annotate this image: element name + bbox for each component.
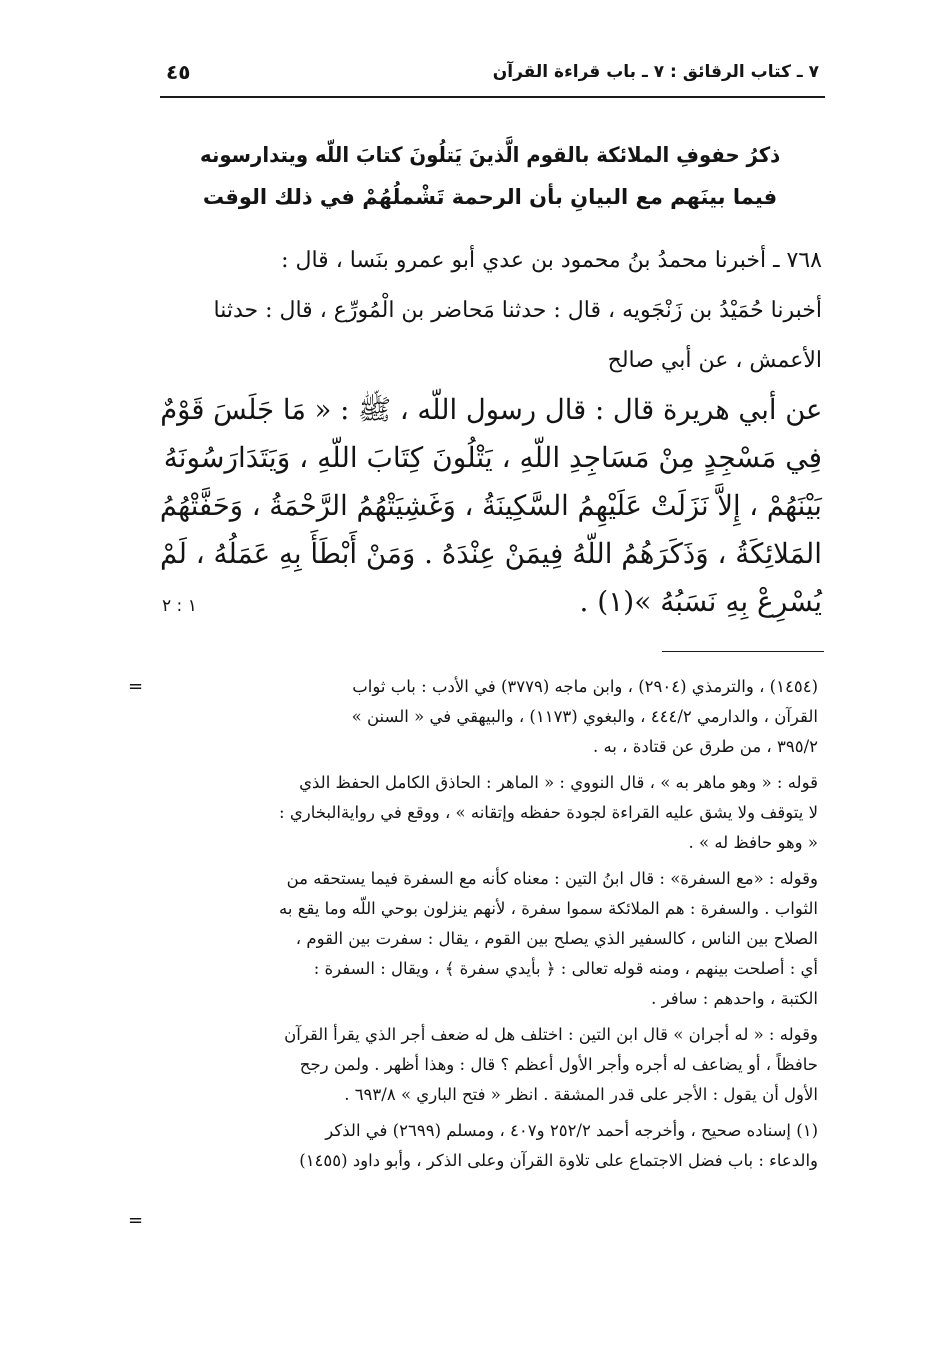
continuation-mark: =: [128, 676, 144, 697]
footnote-line: الأول أن يقول : الأجر على قدر المشقة . انظر « فتح الباري » ٦٩٣/٨ .: [344, 1085, 818, 1104]
continuation-mark-end: =: [128, 1210, 144, 1231]
isnad-line: أخبرنا حُمَيْدُ بن زَنْجَويه ، قال : حدثنا مَحاضر بن الْمُورِّع ، قال : حدثنا: [213, 298, 822, 323]
margin-reference: ١ : ٢: [162, 596, 197, 616]
footnote-line: أي : أصلحت بينهم ، ومنه قوله تعالى : ﴿ بأيدي سفرة ﴾ ، ويقال : السفرة :: [313, 959, 818, 978]
footnote-paragraph: [168, 864, 818, 1014]
footnote-line: (١) إسناده صحيح ، وأخرجه أحمد ٢٥٢/٢ و٤٠٧ ، ومسلم (٢٦٩٩) في الذكر: [325, 1121, 818, 1140]
footnote-line: حافظاً ، أو يضاعف له أجره وأجر الأول أعظم ؟ قال : وهذا أظهر . ولمن رجح: [299, 1055, 818, 1074]
running-title: ٧ ـ كتاب الرقائق : ٧ ـ باب قراءة القرآن: [492, 62, 819, 82]
footnotes: [168, 672, 818, 1182]
footnote-line: وقوله : « له أجران » قال ابن التين : اختلف هل له ضعف أجر الذي يقرأ القرآن: [284, 1025, 818, 1044]
footnote-paragraph: [168, 672, 818, 762]
hadith-line: المَلائِكَةُ ، وَذَكَرَهُمُ اللّهُ فِيمَنْ عِنْدَهُ . وَمَنْ أَبْطَأَ بِهِ عَمَلُهُ ، لَمْ: [160, 537, 822, 570]
hadith-isnad: [160, 236, 822, 386]
footnote-line: قوله : « وهو ماهر به » ، قال النووي : « الماهر : الحاذق الكامل الحفظ الذي: [299, 773, 818, 792]
footnote-line: ٣٩٥/٢ ، من طرق عن قتادة ، به .: [592, 737, 818, 756]
footnote-line: « وهو حافظ له » .: [688, 833, 818, 852]
footnote-line: لا يتوقف ولا يشق عليه القراءة لجودة حفظه وإتقانه » ، ووقع في روايةالبخاري :: [279, 803, 818, 822]
footnote-line: الثواب . والسفرة : هم الملائكة سموا سفرة ، لأنهم ينزلون بوحي اللّه وما يقع به: [279, 899, 818, 918]
footnote-paragraph: [168, 768, 818, 858]
page-number: ٤٥: [166, 60, 191, 84]
footnote-line: (١٤٥٤) ، والترمذي (٢٩٠٤) ، وابن ماجه (٣٧٧٩) في الأدب : باب ثواب: [352, 677, 818, 696]
footnote-line: القرآن ، والدارمي ٤٤٤/٢ ، والبغوي (١١٧٣) ، والبيهقي في « السنن »: [351, 707, 818, 726]
footnote-line: والدعاء : باب فضل الاجتماع على تلاوة القرآن وعلى الذكر ، وأبو داود (١٤٥٥): [299, 1151, 818, 1170]
footnote-paragraph: [168, 1020, 818, 1110]
chapter-heading: [200, 134, 780, 218]
hadith-line: عن أبي هريرة قال : قال رسول اللّه ، ﷺ : « مَا جَلَسَ قَوْمٌ: [159, 393, 822, 426]
footnote-line: الصلاح بين الناس ، كالسفير الذي يصلح بين القوم ، يقال : سفرت بين القوم ،: [295, 929, 818, 948]
chapter-heading-line: ذكرُ حفوفِ الملائكة بالقوم الَّذينَ يَتلُونَ كتابَ اللّه ويتدارسونه: [199, 143, 780, 167]
isnad-line: الأعمش ، عن أبي صالح: [607, 348, 822, 373]
footnote-line: الكتبة ، واحدهم : سافر .: [651, 989, 818, 1008]
header-rule: [160, 96, 825, 98]
hadith-line: فِي مَسْجِدٍ مِنْ مَسَاجِدِ اللّهِ ، يَتْلُونَ كِتَابَ اللّهِ ، وَيَتَدَارَسُونَهُ: [163, 441, 822, 474]
hadith-line: بَيْنَهُمْ ، إِلاَّ نَزَلَتْ عَلَيْهِمُ السَّكِينَةُ ، وَغَشِيَتْهُمُ الرَّحْمَةُ ، وَحَفَّتْهُمُ: [160, 489, 822, 522]
footnote-line: وقوله : «مع السفرة» : قال ابنُ التين : معناه كأنه مع السفرة فيما يستحقه من: [286, 869, 818, 888]
footnote-rule: [662, 651, 824, 652]
running-head: [160, 58, 825, 94]
isnad-line: ٧٦٨ ـ أخبرنا محمدُ بنُ محمود بن عدي أبو عمرو بنَسا ، قال :: [281, 248, 822, 273]
chapter-heading-line: فيما بينَهم مع البيانِ بأن الرحمة تَشْملُهُمْ في ذلك الوقت: [202, 185, 778, 209]
hadith-text: [160, 386, 822, 626]
hadith-line: يُسْرِعْ بِهِ نَسَبُهُ »(١) .: [579, 585, 822, 618]
footnote-paragraph: [168, 1116, 818, 1176]
